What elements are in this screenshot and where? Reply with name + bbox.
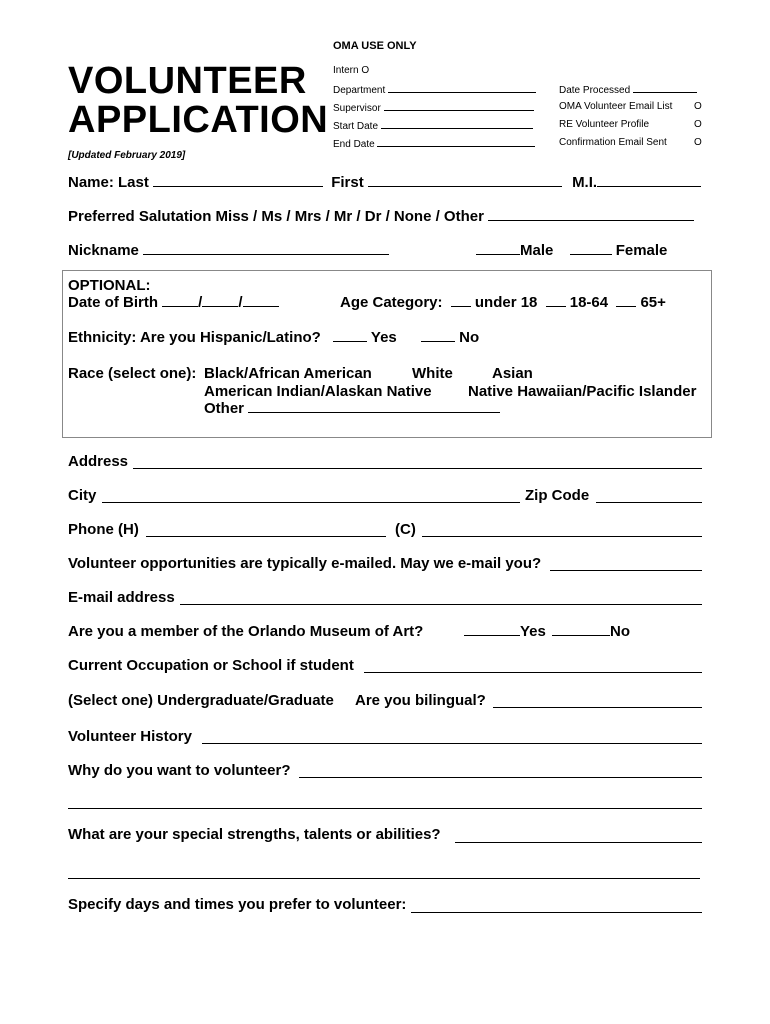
intern-checkbox[interactable]: Intern O (333, 65, 370, 76)
race-option-native[interactable]: American Indian/Alaskan Native (204, 383, 432, 400)
salutation-label: Preferred Salutation Miss / Ms / Mrs / Mr / Dr / None / Other (68, 208, 484, 225)
bilingual-blank[interactable] (493, 707, 702, 708)
grad-select-label[interactable]: (Select one) Undergraduate/Graduate (68, 692, 334, 709)
dob-day-blank[interactable] (202, 294, 238, 307)
zip-blank[interactable] (596, 502, 702, 503)
date-processed-field[interactable] (559, 83, 697, 96)
phone-home-blank[interactable] (146, 536, 386, 537)
race-other-row (204, 400, 500, 417)
last-name-blank[interactable] (153, 174, 323, 187)
dob-row (68, 294, 279, 311)
dob-month-blank[interactable] (162, 294, 198, 307)
phone-cell-blank[interactable] (422, 536, 702, 537)
email-address-label: E-mail address (68, 589, 175, 606)
ethnicity-yes-blank[interactable] (333, 329, 367, 342)
name-row (68, 174, 701, 191)
email-list-label: OMA Volunteer Email List (559, 101, 673, 112)
title-line-1: VOLUNTEER (68, 60, 307, 102)
age-18-64-label: 18-64 (569, 294, 609, 311)
updated-note: [Updated February 2019] (68, 150, 186, 161)
address-blank[interactable] (133, 468, 702, 469)
city-blank[interactable] (102, 502, 520, 503)
why-blank[interactable] (299, 777, 702, 778)
gender-row (476, 242, 667, 259)
age-category-label: Age Category: (340, 294, 443, 311)
date-processed-blank[interactable] (633, 83, 697, 93)
ethnicity-row (68, 329, 479, 346)
middle-initial-blank[interactable] (597, 174, 701, 187)
male-label: Male (520, 242, 554, 259)
strengths-label: What are your special strengths, talents or abilities? (68, 826, 441, 843)
age-under18-blank[interactable] (451, 294, 471, 307)
end-date-label: End Date (333, 139, 375, 150)
age-18-64-blank[interactable] (546, 294, 566, 307)
dob-separator-2: / (238, 294, 243, 311)
race-other-blank[interactable] (248, 400, 500, 413)
start-date-blank[interactable] (381, 119, 533, 129)
email-list-checkbox[interactable]: O (694, 101, 702, 112)
history-label: Volunteer History (68, 728, 192, 745)
email-permission-label: Volunteer opportunities are typically e-mailed. May we e-mail you? (68, 555, 542, 572)
member-answer-row (464, 623, 630, 640)
re-profile-checkbox[interactable]: O (694, 119, 702, 130)
female-blank[interactable] (570, 242, 612, 255)
why-blank-line-2[interactable] (68, 808, 702, 809)
last-name-label: Name: Last (68, 174, 149, 191)
race-option-asian[interactable]: Asian (492, 365, 533, 382)
email-address-blank[interactable] (180, 604, 702, 605)
male-blank[interactable] (476, 242, 520, 255)
phone-home-label: Phone (H) (68, 521, 139, 538)
age-category-row (340, 294, 666, 311)
dob-separator-1: / (198, 294, 203, 311)
city-label: City (68, 487, 97, 504)
salutation-row (68, 208, 694, 225)
dob-label: Date of Birth (68, 294, 158, 311)
age-65-blank[interactable] (616, 294, 636, 307)
strengths-blank-line-2[interactable] (68, 878, 700, 879)
zip-label: Zip Code (525, 487, 590, 504)
first-name-label: First (331, 174, 364, 191)
end-date-field[interactable] (333, 137, 535, 150)
member-no-label: No (610, 623, 631, 640)
supervisor-label: Supervisor (333, 103, 381, 114)
salutation-other-blank[interactable] (488, 208, 694, 221)
nickname-row (68, 242, 389, 259)
why-label: Why do you want to volunteer? (68, 762, 291, 779)
middle-initial-label: M.I. (572, 174, 598, 191)
race-other-label: Other (204, 400, 245, 417)
member-question-label: Are you a member of the Orlando Museum of Art? (68, 623, 424, 640)
email-permission-blank[interactable] (550, 570, 702, 571)
ethnicity-label: Ethnicity: Are you Hispanic/Latino? (68, 329, 321, 346)
age-65-label: 65+ (640, 294, 666, 311)
member-yes-label: Yes (520, 623, 546, 640)
title-line-2: APPLICATION (68, 99, 329, 141)
nickname-label: Nickname (68, 242, 139, 259)
optional-heading: OPTIONAL: (68, 277, 151, 294)
occupation-label: Current Occupation or School if student (68, 657, 354, 674)
race-option-hawaiian[interactable]: Native Hawaiian/Pacific Islander (468, 383, 697, 400)
race-option-white[interactable]: White (412, 365, 453, 382)
strengths-blank[interactable] (455, 842, 702, 843)
member-no-blank[interactable] (552, 623, 610, 636)
first-name-blank[interactable] (368, 174, 562, 187)
supervisor-blank[interactable] (384, 101, 534, 111)
confirmation-checkbox[interactable]: O (694, 137, 702, 148)
address-label: Address (68, 453, 129, 470)
supervisor-field[interactable] (333, 101, 534, 114)
occupation-blank[interactable] (364, 672, 702, 673)
office-use-header: OMA USE ONLY (333, 40, 417, 52)
department-blank[interactable] (388, 83, 536, 93)
ethnicity-yes-label: Yes (370, 329, 397, 346)
end-date-blank[interactable] (377, 137, 535, 147)
nickname-blank[interactable] (143, 242, 389, 255)
department-label: Department (333, 85, 386, 96)
ethnicity-no-label: No (459, 329, 480, 346)
start-date-label: Start Date (333, 121, 379, 132)
ethnicity-no-blank[interactable] (421, 329, 455, 342)
age-under18-label: under 18 (474, 294, 538, 311)
re-profile-label: RE Volunteer Profile (559, 119, 650, 130)
start-date-field[interactable] (333, 119, 533, 132)
bilingual-label: Are you bilingual? (355, 692, 486, 709)
female-label: Female (615, 242, 668, 259)
race-option-black[interactable]: Black/African American (204, 365, 372, 382)
confirmation-label: Confirmation Email Sent (559, 137, 667, 148)
member-yes-blank[interactable] (464, 623, 520, 636)
days-blank[interactable] (411, 912, 702, 913)
phone-cell-label: (C) (395, 521, 416, 538)
date-processed-label: Date Processed (559, 85, 631, 96)
department-field[interactable] (333, 83, 536, 96)
race-label: Race (select one): (68, 365, 197, 382)
dob-year-blank[interactable] (243, 294, 279, 307)
days-label: Specify days and times you prefer to volunteer: (68, 896, 407, 913)
history-blank[interactable] (202, 743, 702, 744)
